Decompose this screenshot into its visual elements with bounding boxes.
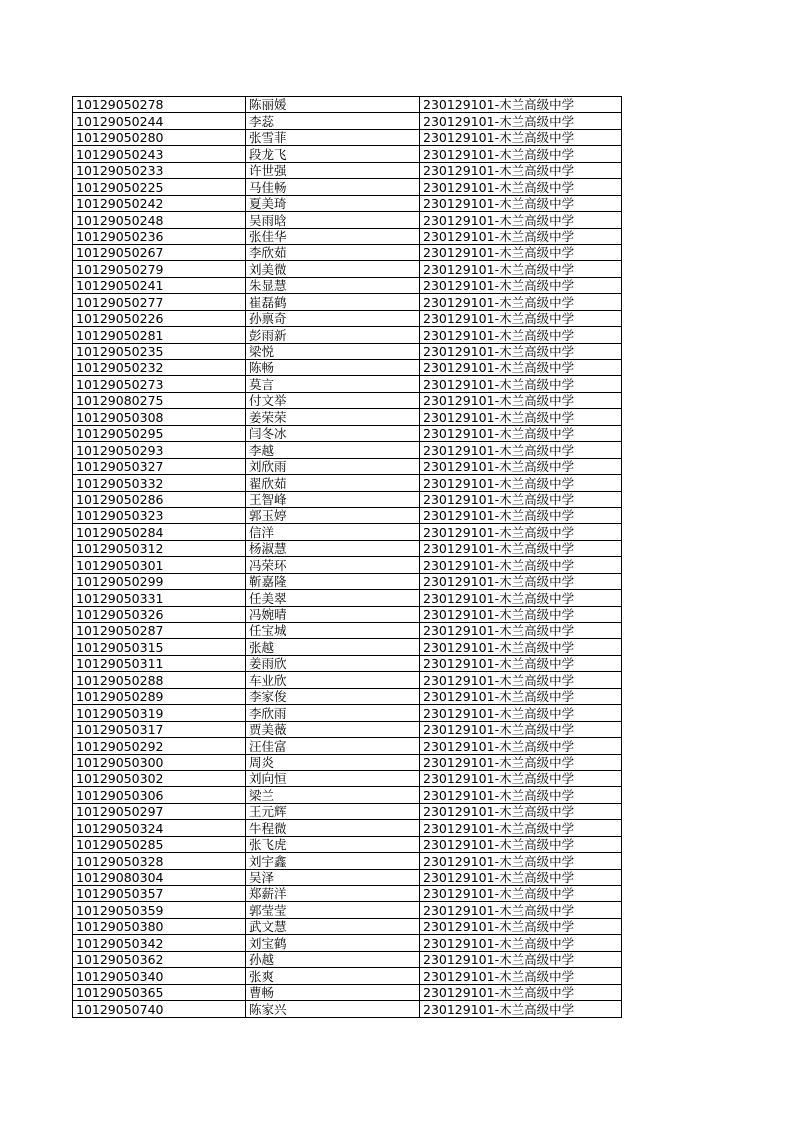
table-row — [73, 623, 622, 639]
table-row — [73, 590, 622, 606]
school-cell: 230129101-木兰高级中学 — [420, 146, 622, 162]
student-name-cell: 李欣雨 — [246, 705, 420, 721]
exam-id-cell: 10129050311 — [73, 655, 246, 671]
exam-id-cell: 10129050740 — [73, 1001, 246, 1017]
exam-id-cell: 10129050277 — [73, 294, 246, 310]
table-row — [73, 195, 622, 211]
exam-id-cell: 10129050295 — [73, 425, 246, 441]
school-cell: 230129101-木兰高级中学 — [420, 688, 622, 704]
exam-id-cell: 10129050236 — [73, 228, 246, 244]
exam-id-cell: 10129050273 — [73, 376, 246, 392]
school-cell: 230129101-木兰高级中学 — [420, 902, 622, 918]
school-cell: 230129101-木兰高级中学 — [420, 97, 622, 113]
table-row — [73, 984, 622, 1000]
table-row — [73, 392, 622, 408]
student-table-body — [73, 97, 622, 1018]
table-row — [73, 310, 622, 326]
student-name-cell: 刘向恒 — [246, 770, 420, 786]
student-name-cell: 张佳华 — [246, 228, 420, 244]
table-row — [73, 606, 622, 622]
table-row — [73, 672, 622, 688]
table-row — [73, 212, 622, 228]
table-row — [73, 277, 622, 293]
student-name-cell: 翟欣茹 — [246, 475, 420, 491]
exam-id-cell: 10129050306 — [73, 787, 246, 803]
school-cell: 230129101-木兰高级中学 — [420, 113, 622, 129]
school-cell: 230129101-木兰高级中学 — [420, 507, 622, 523]
exam-id-cell: 10129080304 — [73, 869, 246, 885]
table-row — [73, 228, 622, 244]
student-name-cell: 车业欣 — [246, 672, 420, 688]
student-name-cell: 张飞虎 — [246, 836, 420, 852]
school-cell: 230129101-木兰高级中学 — [420, 557, 622, 573]
table-row — [73, 376, 622, 392]
table-row — [73, 360, 622, 376]
student-name-cell: 汪佳富 — [246, 738, 420, 754]
exam-id-cell: 10129050312 — [73, 540, 246, 556]
exam-id-cell: 10129050365 — [73, 984, 246, 1000]
table-row — [73, 754, 622, 770]
exam-id-cell: 10129050287 — [73, 623, 246, 639]
table-row — [73, 244, 622, 260]
exam-id-cell: 10129050292 — [73, 738, 246, 754]
student-name-cell: 郑薪洋 — [246, 886, 420, 902]
school-cell: 230129101-木兰高级中学 — [420, 540, 622, 556]
student-name-cell: 梁悦 — [246, 343, 420, 359]
school-cell: 230129101-木兰高级中学 — [420, 129, 622, 145]
student-name-cell: 曹畅 — [246, 984, 420, 1000]
exam-id-cell: 10129050235 — [73, 343, 246, 359]
school-cell: 230129101-木兰高级中学 — [420, 327, 622, 343]
student-name-cell: 刘欣雨 — [246, 458, 420, 474]
student-name-cell: 姜雨欣 — [246, 655, 420, 671]
exam-id-cell: 10129050293 — [73, 442, 246, 458]
table-row — [73, 787, 622, 803]
student-name-cell: 李蕊 — [246, 113, 420, 129]
school-cell: 230129101-木兰高级中学 — [420, 475, 622, 491]
student-name-cell: 孙禀奇 — [246, 310, 420, 326]
exam-id-cell: 10129050302 — [73, 770, 246, 786]
exam-id-cell: 10129050248 — [73, 212, 246, 228]
school-cell: 230129101-木兰高级中学 — [420, 392, 622, 408]
table-row — [73, 738, 622, 754]
school-cell: 230129101-木兰高级中学 — [420, 935, 622, 951]
table-row — [73, 458, 622, 474]
exam-id-cell: 10129050288 — [73, 672, 246, 688]
school-cell: 230129101-木兰高级中学 — [420, 409, 622, 425]
exam-id-cell: 10129050299 — [73, 573, 246, 589]
school-cell: 230129101-木兰高级中学 — [420, 803, 622, 819]
table-row — [73, 573, 622, 589]
student-name-cell: 朱显慧 — [246, 277, 420, 293]
exam-id-cell: 10129050317 — [73, 721, 246, 737]
school-cell: 230129101-木兰高级中学 — [420, 918, 622, 934]
table-row — [73, 803, 622, 819]
school-cell: 230129101-木兰高级中学 — [420, 886, 622, 902]
student-name-cell: 崔磊鹤 — [246, 294, 420, 310]
student-name-cell: 张雪菲 — [246, 129, 420, 145]
exam-id-cell: 10129050279 — [73, 261, 246, 277]
student-name-cell: 莫言 — [246, 376, 420, 392]
table-row — [73, 162, 622, 178]
school-cell: 230129101-木兰高级中学 — [420, 294, 622, 310]
school-cell: 230129101-木兰高级中学 — [420, 277, 622, 293]
exam-id-cell: 10129050359 — [73, 902, 246, 918]
school-cell: 230129101-木兰高级中学 — [420, 853, 622, 869]
exam-id-cell: 10129050300 — [73, 754, 246, 770]
exam-id-cell: 10129050327 — [73, 458, 246, 474]
table-row — [73, 524, 622, 540]
exam-id-cell: 10129050362 — [73, 951, 246, 967]
table-row — [73, 475, 622, 491]
table-row — [73, 836, 622, 852]
table-row — [73, 343, 622, 359]
school-cell: 230129101-木兰高级中学 — [420, 820, 622, 836]
exam-id-cell: 10129050380 — [73, 918, 246, 934]
school-cell: 230129101-木兰高级中学 — [420, 968, 622, 984]
table-row — [73, 902, 622, 918]
student-name-cell: 刘宝鹤 — [246, 935, 420, 951]
school-cell: 230129101-木兰高级中学 — [420, 738, 622, 754]
student-name-cell: 刘美微 — [246, 261, 420, 277]
table-row — [73, 491, 622, 507]
school-cell: 230129101-木兰高级中学 — [420, 705, 622, 721]
school-cell: 230129101-木兰高级中学 — [420, 770, 622, 786]
exam-id-cell: 10129050289 — [73, 688, 246, 704]
school-cell: 230129101-木兰高级中学 — [420, 162, 622, 178]
exam-id-cell: 10129050301 — [73, 557, 246, 573]
exam-id-cell: 10129050323 — [73, 507, 246, 523]
student-name-cell: 孙越 — [246, 951, 420, 967]
student-name-cell: 信洋 — [246, 524, 420, 540]
exam-id-cell: 10129050286 — [73, 491, 246, 507]
student-name-cell: 梁兰 — [246, 787, 420, 803]
school-cell: 230129101-木兰高级中学 — [420, 951, 622, 967]
table-row — [73, 442, 622, 458]
school-cell: 230129101-木兰高级中学 — [420, 376, 622, 392]
table-row — [73, 327, 622, 343]
exam-id-cell: 10129050332 — [73, 475, 246, 491]
student-name-cell: 杨淑慧 — [246, 540, 420, 556]
student-name-cell: 许世强 — [246, 162, 420, 178]
student-name-cell: 刘宇鑫 — [246, 853, 420, 869]
exam-id-cell: 10129050297 — [73, 803, 246, 819]
school-cell: 230129101-木兰高级中学 — [420, 754, 622, 770]
exam-id-cell: 10129050319 — [73, 705, 246, 721]
student-name-cell: 姜荣荣 — [246, 409, 420, 425]
exam-id-cell: 10129050326 — [73, 606, 246, 622]
exam-id-cell: 10129050308 — [73, 409, 246, 425]
table-row — [73, 639, 622, 655]
table-row — [73, 918, 622, 934]
table-row — [73, 113, 622, 129]
table-row — [73, 688, 622, 704]
exam-id-cell: 10129050232 — [73, 360, 246, 376]
school-cell: 230129101-木兰高级中学 — [420, 425, 622, 441]
student-name-cell: 李欣茹 — [246, 244, 420, 260]
school-cell: 230129101-木兰高级中学 — [420, 606, 622, 622]
table-row — [73, 557, 622, 573]
student-name-cell: 周炎 — [246, 754, 420, 770]
table-row — [73, 820, 622, 836]
table-row — [73, 507, 622, 523]
student-name-cell: 陈丽媛 — [246, 97, 420, 113]
school-cell: 230129101-木兰高级中学 — [420, 244, 622, 260]
student-name-cell: 彭雨新 — [246, 327, 420, 343]
student-name-cell: 段龙飞 — [246, 146, 420, 162]
table-row — [73, 294, 622, 310]
table-row — [73, 951, 622, 967]
exam-id-cell: 10129050225 — [73, 179, 246, 195]
table-row — [73, 968, 622, 984]
exam-id-cell: 10129050233 — [73, 162, 246, 178]
student-name-cell: 陈家兴 — [246, 1001, 420, 1017]
school-cell: 230129101-木兰高级中学 — [420, 212, 622, 228]
student-name-cell: 李家俊 — [246, 688, 420, 704]
table-row — [73, 886, 622, 902]
school-cell: 230129101-木兰高级中学 — [420, 491, 622, 507]
exam-id-cell: 10129050241 — [73, 277, 246, 293]
student-name-cell: 陈畅 — [246, 360, 420, 376]
exam-id-cell: 10129080275 — [73, 392, 246, 408]
student-name-cell: 张越 — [246, 639, 420, 655]
school-cell: 230129101-木兰高级中学 — [420, 195, 622, 211]
table-row — [73, 540, 622, 556]
table-row — [73, 770, 622, 786]
school-cell: 230129101-木兰高级中学 — [420, 672, 622, 688]
student-name-cell: 冯婉晴 — [246, 606, 420, 622]
student-name-cell: 郭莹莹 — [246, 902, 420, 918]
student-name-cell: 王智峰 — [246, 491, 420, 507]
school-cell: 230129101-木兰高级中学 — [420, 655, 622, 671]
exam-id-cell: 10129050285 — [73, 836, 246, 852]
exam-id-cell: 10129050243 — [73, 146, 246, 162]
exam-id-cell: 10129050342 — [73, 935, 246, 951]
student-name-cell: 郭玉婷 — [246, 507, 420, 523]
school-cell: 230129101-木兰高级中学 — [420, 836, 622, 852]
student-name-cell: 付文举 — [246, 392, 420, 408]
student-name-cell: 夏美琦 — [246, 195, 420, 211]
student-name-cell: 吴雨晗 — [246, 212, 420, 228]
school-cell: 230129101-木兰高级中学 — [420, 984, 622, 1000]
school-cell: 230129101-木兰高级中学 — [420, 623, 622, 639]
school-cell: 230129101-木兰高级中学 — [420, 442, 622, 458]
exam-id-cell: 10129050340 — [73, 968, 246, 984]
student-name-cell: 牛程微 — [246, 820, 420, 836]
exam-id-cell: 10129050315 — [73, 639, 246, 655]
table-row — [73, 869, 622, 885]
exam-id-cell: 10129050357 — [73, 886, 246, 902]
table-row — [73, 97, 622, 113]
school-cell: 230129101-木兰高级中学 — [420, 360, 622, 376]
exam-id-cell: 10129050226 — [73, 310, 246, 326]
exam-id-cell: 10129050244 — [73, 113, 246, 129]
table-row — [73, 261, 622, 277]
exam-id-cell: 10129050278 — [73, 97, 246, 113]
student-name-cell: 吴泽 — [246, 869, 420, 885]
student-table — [72, 96, 622, 1018]
school-cell: 230129101-木兰高级中学 — [420, 343, 622, 359]
table-row — [73, 129, 622, 145]
table-row — [73, 935, 622, 951]
table-row — [73, 179, 622, 195]
student-name-cell: 张爽 — [246, 968, 420, 984]
table-row — [73, 655, 622, 671]
school-cell: 230129101-木兰高级中学 — [420, 524, 622, 540]
exam-id-cell: 10129050281 — [73, 327, 246, 343]
school-cell: 230129101-木兰高级中学 — [420, 590, 622, 606]
school-cell: 230129101-木兰高级中学 — [420, 869, 622, 885]
exam-id-cell: 10129050328 — [73, 853, 246, 869]
table-row — [73, 1001, 622, 1017]
table-row — [73, 705, 622, 721]
exam-id-cell: 10129050280 — [73, 129, 246, 145]
school-cell: 230129101-木兰高级中学 — [420, 573, 622, 589]
student-name-cell: 冯荣环 — [246, 557, 420, 573]
exam-id-cell: 10129050331 — [73, 590, 246, 606]
school-cell: 230129101-木兰高级中学 — [420, 228, 622, 244]
exam-id-cell: 10129050242 — [73, 195, 246, 211]
student-name-cell: 任宝城 — [246, 623, 420, 639]
student-name-cell: 李越 — [246, 442, 420, 458]
student-name-cell: 贾美薇 — [246, 721, 420, 737]
school-cell: 230129101-木兰高级中学 — [420, 179, 622, 195]
student-name-cell: 武文慧 — [246, 918, 420, 934]
table-row — [73, 409, 622, 425]
table-row — [73, 853, 622, 869]
school-cell: 230129101-木兰高级中学 — [420, 310, 622, 326]
exam-id-cell: 10129050284 — [73, 524, 246, 540]
school-cell: 230129101-木兰高级中学 — [420, 787, 622, 803]
school-cell: 230129101-木兰高级中学 — [420, 639, 622, 655]
student-name-cell: 王元辉 — [246, 803, 420, 819]
table-row — [73, 425, 622, 441]
school-cell: 230129101-木兰高级中学 — [420, 261, 622, 277]
school-cell: 230129101-木兰高级中学 — [420, 1001, 622, 1017]
student-name-cell: 任美翠 — [246, 590, 420, 606]
table-row — [73, 721, 622, 737]
exam-id-cell: 10129050324 — [73, 820, 246, 836]
exam-id-cell: 10129050267 — [73, 244, 246, 260]
school-cell: 230129101-木兰高级中学 — [420, 721, 622, 737]
school-cell: 230129101-木兰高级中学 — [420, 458, 622, 474]
table-row — [73, 146, 622, 162]
student-name-cell: 马佳畅 — [246, 179, 420, 195]
student-name-cell: 闫冬冰 — [246, 425, 420, 441]
student-name-cell: 靳嘉隆 — [246, 573, 420, 589]
